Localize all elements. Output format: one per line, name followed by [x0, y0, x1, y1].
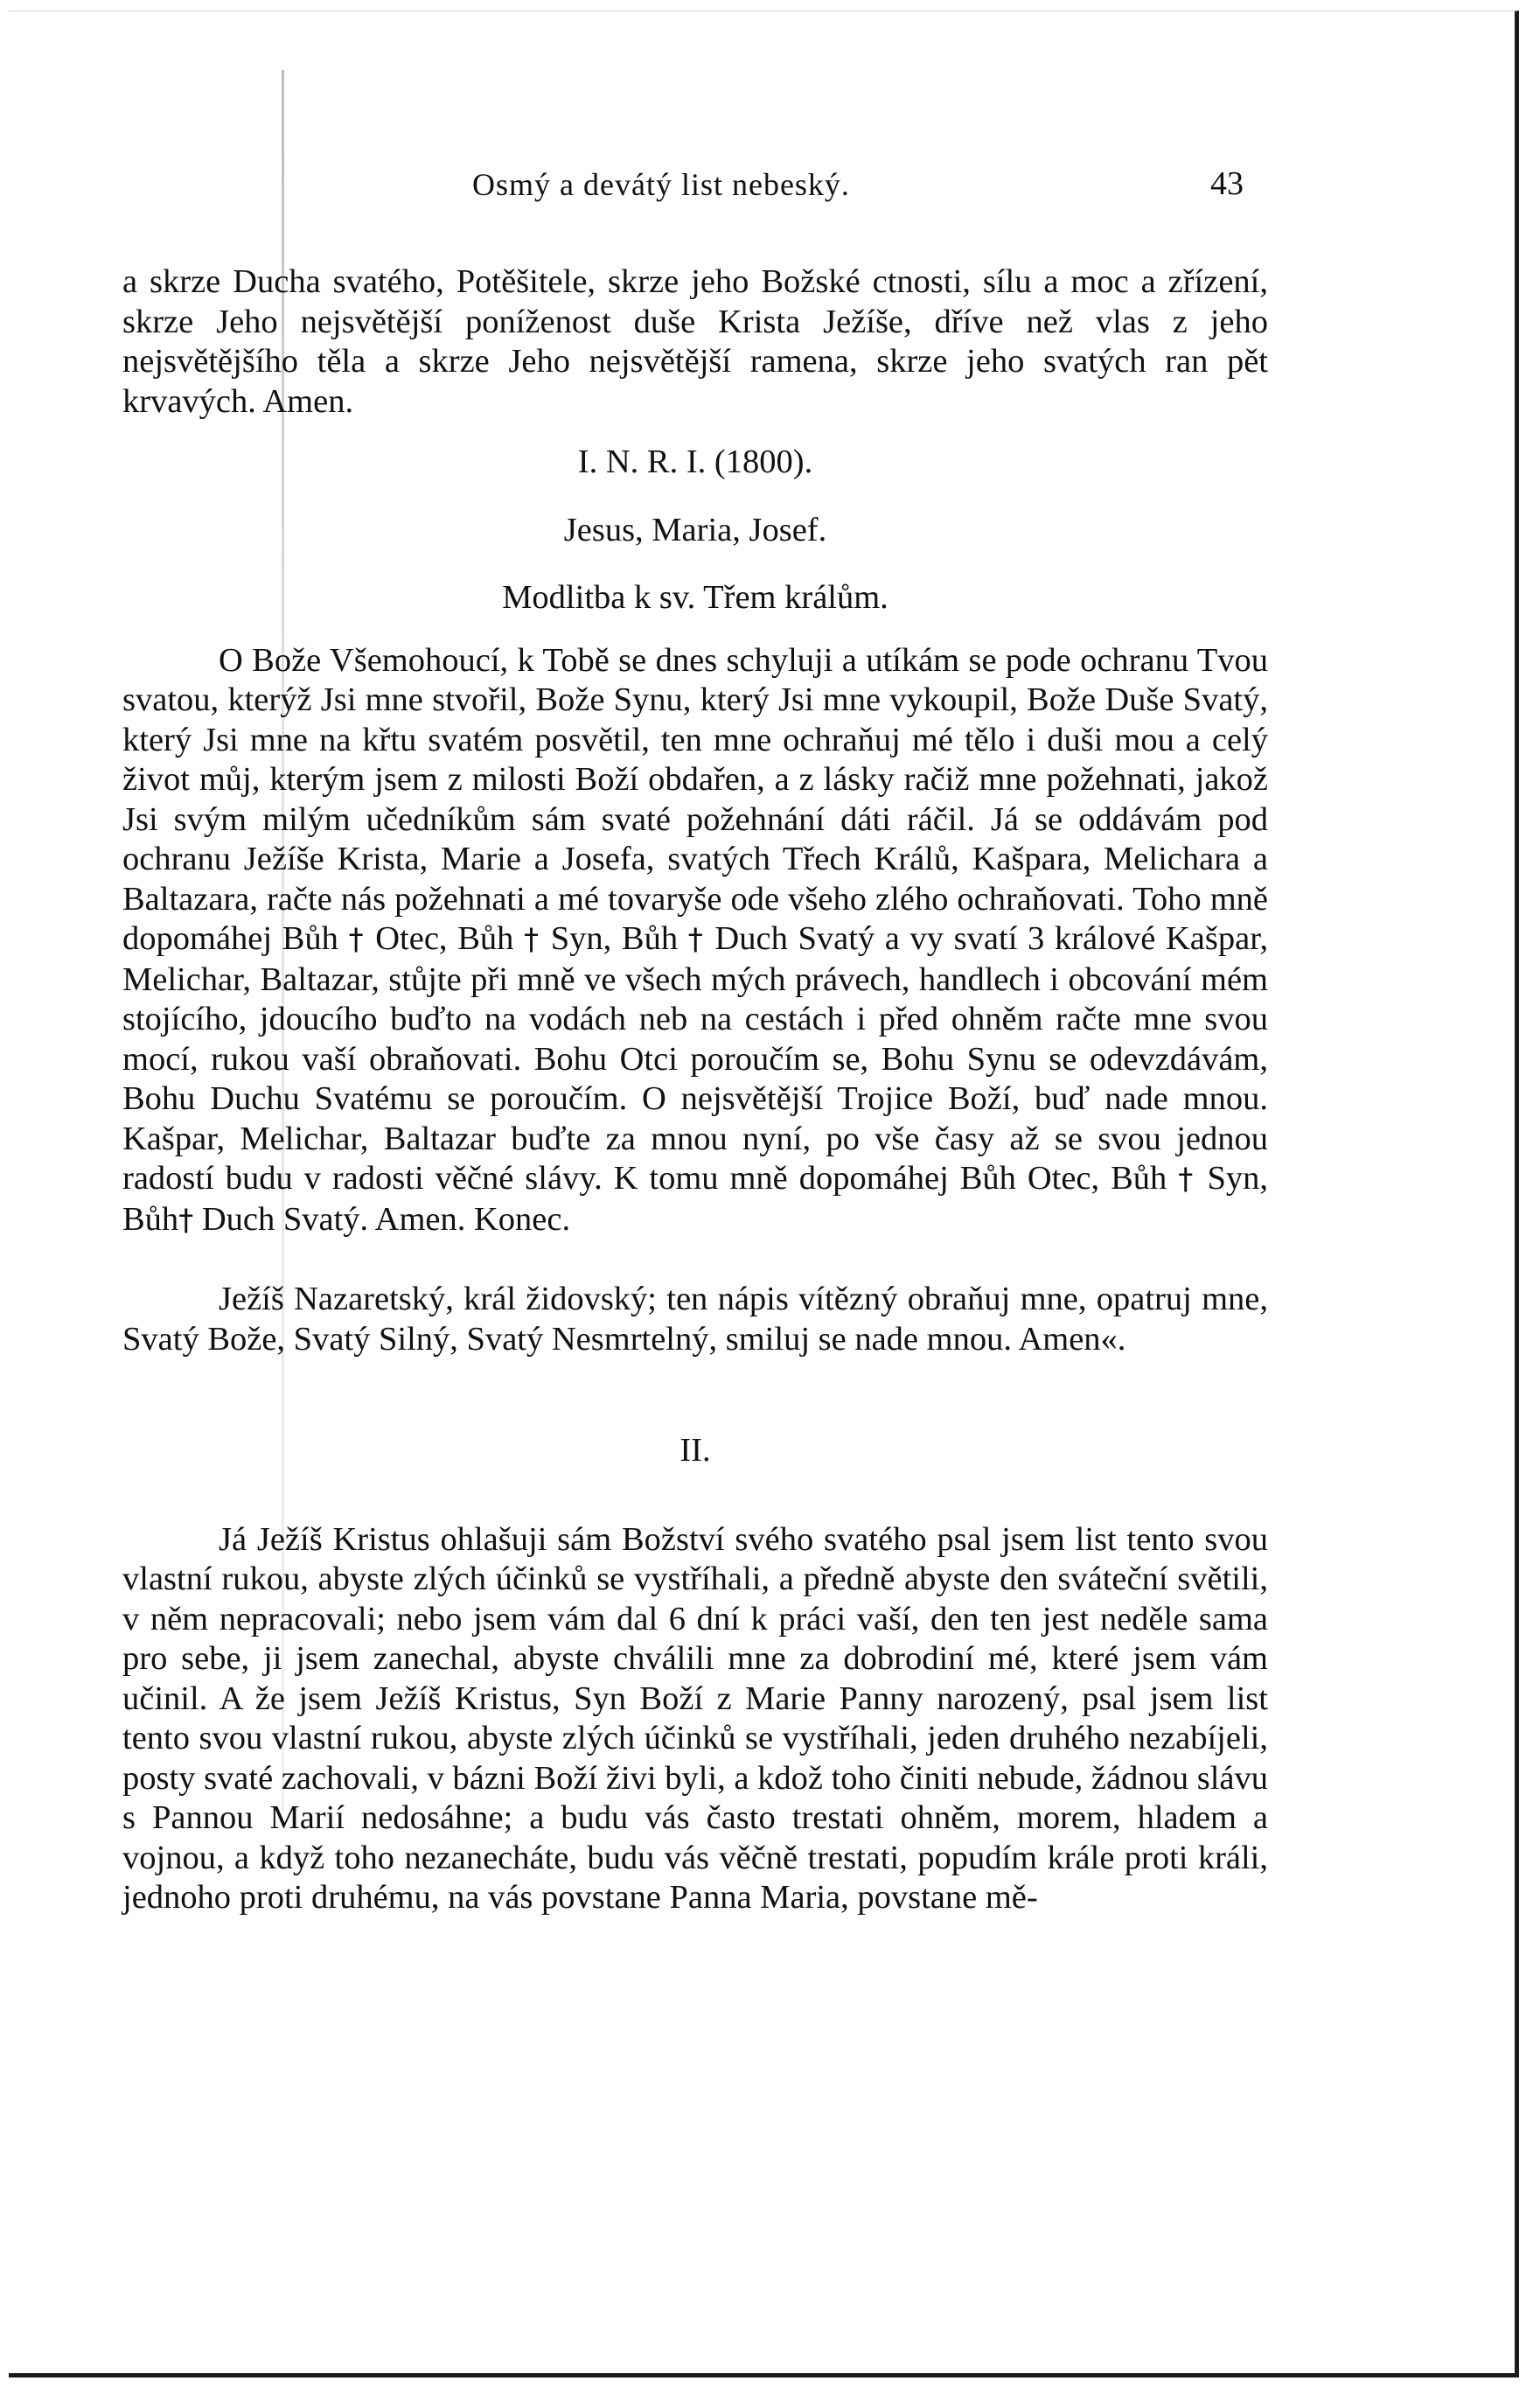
cross-symbol: †	[1178, 1162, 1196, 1197]
holy-family-line: Jesus, Maria, Josef.	[563, 511, 827, 548]
prayer-text-6: Duch Svatý. Amen. Konec.	[201, 1200, 571, 1238]
prayer-text-4: Duch Svatý a vy svatí 3 králové Kašpar, Melichar, Baltazar, stůjte při mně ve všech mých právech, handlech i obcování mém stojícího, jdoucího buďto na vodách neb na cestách i před ohněm račte mne svou mocí, rukou vaší obraňovati. Bohu Otci poroučím se, Bohu Synu se odevzdávám, Bohu Duchu Svatému se poroučím. O nejsvětější Trojice Boží, buď nade mnou. Kašpar, Melichar, Baltazar buďte za mnou nyní, po vše časy až se svou jednou radostí budu v radosti věčné slávy. K tomu mně dopomáhej Bůh Otec, Bůh	[122, 920, 1269, 1197]
cross-symbol: †	[178, 1202, 194, 1238]
text-block	[122, 262, 1268, 1918]
final-paragraph: Já Ježíš Kristus ohlašuji sám Božství svého svatého psal jsem list tento svou vlastní rukou, abyste zlých účinků se vystříhali, a předně abyste den sváteční světili, v něm nepracovali; nebo jsem vám dal 6 dní k práci vaší, den ten jest neděle sama pro sebe, ji jsem zanechal, abyste chválili mne za dobrodiní mé, které jsem vám učinil. A že jsem Ježíš Kristus, Syn Boží z Marie Panny narozený, psal jsem list tento svou vlastní rukou, abyste zlých účinků se vystříhali, jeden druhého nezabíjeli, posty svaté zachovali, v bázni Boží živi byli, a kdož toho činiti nebude, žádnou slávu s Pannou Marií nedosáhne; a budu vás často trestati ohněm, morem, hladem a vojnou, a když toho nezanecháte, budu vás věčně trestati, popudím krále proti králi, jednoho proti druhému, na vás povstane Panna Maria, povstane mě-	[122, 1520, 1268, 1916]
prayer-heading: Modlitba k sv. Třem králům.	[502, 579, 888, 616]
prayer-text-1: O Bože Všemohoucí, k Tobě se dnes schyluji a utíkám se pode ochranu Tvou svatou, kterýž Jsi mne stvořil, Bože Synu, který Jsi mne vykoupil, Bože Duše Svatý, který Jsi mne na křtu svatém posvětil, ten mne ochraňuj mé tělo i duši mou a celý život můj, kterým jsem z milosti Boží obdařen, a z lásky račiž mne požehnati, jakož Jsi svým milým učedníkům sám svaté požehnání dáti ráčil. Já se oddávám pod ochranu Ježíše Krista, Marie a Josefa, svatých Třech Králů, Kašpara, Melichara a Baltazara, račte nás požehnati a mé tovaryše ode všeho zlého ochraňovati. Toho mně dopomáhej Bůh	[122, 641, 1268, 957]
running-title: Osmý a devátý list nebeský.	[472, 167, 850, 202]
cross-symbol: †	[524, 922, 541, 957]
prayer-text-3: Syn, Bůh	[550, 920, 679, 957]
jezis-paragraph: Ježíš Nazaretský, král židovský; ten nápis vítězný obraňuj mne, opatruj mne, Svatý Bože, Svatý Silný, Svatý Nesmrtelný, smiluj se nade mnou. Amen«.	[122, 1281, 1268, 1358]
cross-symbol: †	[348, 922, 366, 957]
prayer-text-5: Syn, Bůh	[122, 1160, 1269, 1238]
section-number: II.	[679, 1432, 711, 1469]
prayer-text-2: Otec, Bůh	[375, 920, 514, 957]
prayer-paragraph	[122, 641, 1268, 1241]
cross-symbol: †	[687, 922, 705, 957]
page-number: 43	[1210, 165, 1244, 202]
opening-paragraph: a skrze Ducha svatého, Potěšitele, skrze jeho Božské ctnosti, sílu a moc a zřízení, skrze Jeho nejsvětější poníženost duše Krista Ježíše, dříve než vlas z jeho nejsvětějšího těla a skrze Jeho nejsvětější ramena, skrze jeho svatých ran pět krvavých. Amen.	[122, 263, 1268, 420]
inri-line: I. N. R. I. (1800).	[577, 443, 813, 480]
